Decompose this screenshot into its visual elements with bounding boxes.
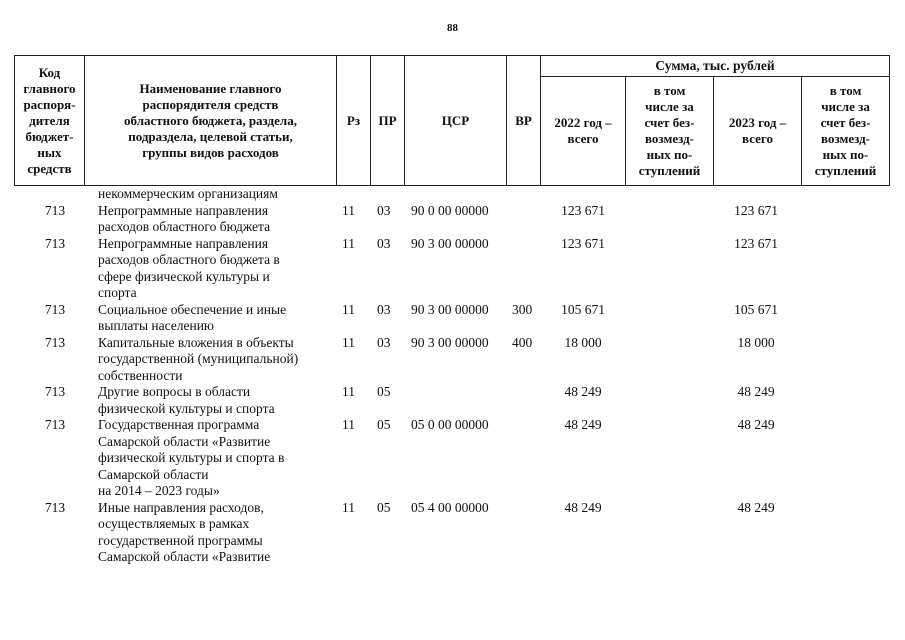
name-line: некоммерческим организациям bbox=[98, 186, 278, 201]
name-line: собственности bbox=[98, 367, 183, 383]
cell-vr: 400 bbox=[512, 334, 533, 350]
cell-csr: 90 3 00 00000 bbox=[411, 235, 489, 251]
name-line: спорта bbox=[98, 285, 137, 300]
header-line: дителя bbox=[29, 112, 70, 128]
table-row bbox=[14, 186, 889, 203]
cell-sum-2023: 48 249 bbox=[737, 384, 775, 399]
name-line: физической культуры и спорта bbox=[98, 400, 275, 416]
cell-name bbox=[98, 186, 338, 203]
cell-sum-2022: 18 000 bbox=[564, 334, 602, 350]
cell-code: 713 bbox=[44, 334, 66, 350]
cell-code: 713 bbox=[44, 384, 66, 399]
header-line: ных по- bbox=[822, 147, 869, 162]
cell-sum-2023: 123 671 bbox=[734, 202, 778, 218]
cell-name bbox=[98, 236, 338, 302]
cell-sum-2022: 48 249 bbox=[564, 384, 602, 399]
cell-rz: 11 bbox=[342, 202, 355, 218]
cell-rz: 11 bbox=[342, 417, 355, 432]
header-line: ных по- bbox=[646, 147, 693, 162]
header-line: всего bbox=[742, 131, 773, 146]
cell-rz: 11 bbox=[342, 334, 355, 350]
table-row bbox=[14, 335, 889, 385]
header-sum-title: Сумма, тыс. рублей bbox=[541, 56, 890, 77]
cell-sum-2023: 48 249 bbox=[737, 499, 775, 515]
header-line: главного bbox=[23, 80, 76, 96]
name-line: осуществляемых в рамках bbox=[98, 516, 250, 531]
table-row bbox=[14, 417, 889, 500]
table-row bbox=[14, 302, 889, 335]
header-name bbox=[85, 56, 337, 186]
header-line: Код bbox=[38, 64, 61, 80]
header-2022-incl bbox=[626, 77, 714, 186]
cell-sum-2022: 105 671 bbox=[561, 301, 605, 317]
header-line: бюджет- bbox=[25, 128, 74, 144]
table-body bbox=[14, 186, 889, 566]
name-line: физической культуры и спорта в bbox=[98, 450, 285, 465]
header-2023-total bbox=[714, 77, 802, 186]
name-line: Самарской области bbox=[98, 466, 209, 482]
table-row bbox=[14, 203, 889, 236]
name-line: на 2014 – 2023 годы» bbox=[98, 483, 220, 498]
header-line: 2022 год – bbox=[554, 115, 612, 130]
cell-code: 713 bbox=[44, 301, 66, 317]
cell-pr: 05 bbox=[377, 499, 391, 515]
header-line: ступлений bbox=[638, 163, 701, 178]
header-line: всего bbox=[567, 131, 599, 146]
header-line: числе за bbox=[821, 99, 870, 114]
header-2022-total bbox=[541, 77, 626, 186]
cell-sum-2023: 105 671 bbox=[734, 301, 778, 317]
cell-sum-2022: 123 671 bbox=[561, 235, 605, 251]
cell-pr: 03 bbox=[377, 301, 391, 317]
header-2023-incl bbox=[802, 77, 890, 186]
name-line: выплаты населению bbox=[98, 318, 215, 333]
cell-rz: 11 bbox=[342, 384, 355, 399]
header-line: счет без- bbox=[820, 115, 871, 130]
name-line: сфере физической культуры и bbox=[98, 268, 270, 284]
cell-sum-2022: 48 249 bbox=[564, 417, 602, 432]
cell-sum-2022: 48 249 bbox=[564, 499, 602, 515]
cell-rz: 11 bbox=[342, 301, 355, 317]
header-vr: ВР bbox=[507, 56, 541, 186]
cell-pr: 03 bbox=[377, 202, 391, 218]
name-line: расходов областного бюджета bbox=[98, 219, 271, 234]
name-line: Государственная программа bbox=[98, 417, 260, 432]
cell-csr: 05 4 00 00000 bbox=[411, 499, 489, 515]
cell-sum-2023: 48 249 bbox=[737, 417, 775, 432]
cell-code: 713 bbox=[44, 202, 66, 218]
cell-name bbox=[98, 500, 338, 566]
header-line: в том bbox=[653, 83, 686, 98]
header-line: подраздела, целевой статьи, bbox=[128, 128, 293, 144]
header-line: распоря- bbox=[23, 96, 76, 112]
header-rz: Рз bbox=[337, 56, 371, 186]
header-line: 2023 год – bbox=[728, 115, 787, 130]
table-row bbox=[14, 236, 889, 302]
cell-sum-2022: 123 671 bbox=[561, 202, 605, 218]
header-line: Наименование главного bbox=[139, 80, 282, 96]
cell-csr: 90 3 00 00000 bbox=[411, 301, 489, 317]
header-pr: ПР bbox=[371, 56, 405, 186]
header-line: средств bbox=[27, 160, 72, 176]
header-line: в том bbox=[829, 83, 862, 98]
cell-vr: 300 bbox=[512, 301, 533, 317]
cell-name bbox=[98, 302, 338, 335]
cell-csr: 90 3 00 00000 bbox=[411, 334, 489, 350]
header-line: ных bbox=[37, 144, 62, 160]
cell-pr: 05 bbox=[377, 384, 391, 399]
cell-code: 713 bbox=[44, 235, 66, 251]
name-line: Непрограммные направления bbox=[98, 202, 269, 218]
name-line: Иные направления расходов, bbox=[98, 499, 264, 515]
header-line: областного бюджета, раздела, bbox=[124, 112, 297, 128]
table-row bbox=[14, 500, 889, 566]
cell-sum-2023: 18 000 bbox=[737, 334, 775, 350]
cell-csr: 90 0 00 00000 bbox=[411, 202, 489, 218]
name-line: государственной (муниципальной) bbox=[98, 351, 299, 366]
name-line: Социальное обеспечение и иные bbox=[98, 301, 287, 317]
header-line: счет без- bbox=[644, 115, 695, 130]
header-line: распорядителя средств bbox=[142, 96, 279, 112]
header-code bbox=[15, 56, 85, 186]
header-line: ступлений bbox=[814, 163, 877, 178]
header-line: группы видов расходов bbox=[142, 144, 279, 160]
cell-code: 713 bbox=[44, 417, 66, 432]
cell-pr: 03 bbox=[377, 235, 391, 251]
page-number: 88 bbox=[447, 22, 458, 34]
cell-rz: 11 bbox=[342, 499, 355, 515]
header-csr: ЦСР bbox=[405, 56, 507, 186]
name-line: Другие вопросы в области bbox=[98, 384, 251, 399]
header-line: возмезд- bbox=[645, 131, 694, 146]
header-line: числе за bbox=[645, 99, 694, 114]
cell-name bbox=[98, 417, 338, 500]
cell-name bbox=[98, 384, 338, 417]
table-row bbox=[14, 384, 889, 417]
header-line: возмезд- bbox=[821, 131, 871, 146]
table-header bbox=[14, 55, 890, 186]
cell-rz: 11 bbox=[342, 235, 355, 251]
cell-name bbox=[98, 335, 338, 385]
name-line: Непрограммные направления bbox=[98, 235, 269, 251]
name-line: расходов областного бюджета в bbox=[98, 252, 280, 267]
name-line: Капитальные вложения в объекты bbox=[98, 334, 294, 350]
cell-csr: 05 0 00 00000 bbox=[411, 417, 489, 432]
cell-code: 713 bbox=[44, 499, 66, 515]
cell-pr: 03 bbox=[377, 334, 391, 350]
name-line: государственной программы bbox=[98, 532, 263, 548]
name-line: Самарской области «Развитие bbox=[98, 433, 271, 449]
name-line: Самарской области «Развитие bbox=[98, 549, 271, 564]
cell-name bbox=[98, 203, 338, 236]
cell-pr: 05 bbox=[377, 417, 391, 432]
cell-sum-2023: 123 671 bbox=[734, 235, 778, 251]
